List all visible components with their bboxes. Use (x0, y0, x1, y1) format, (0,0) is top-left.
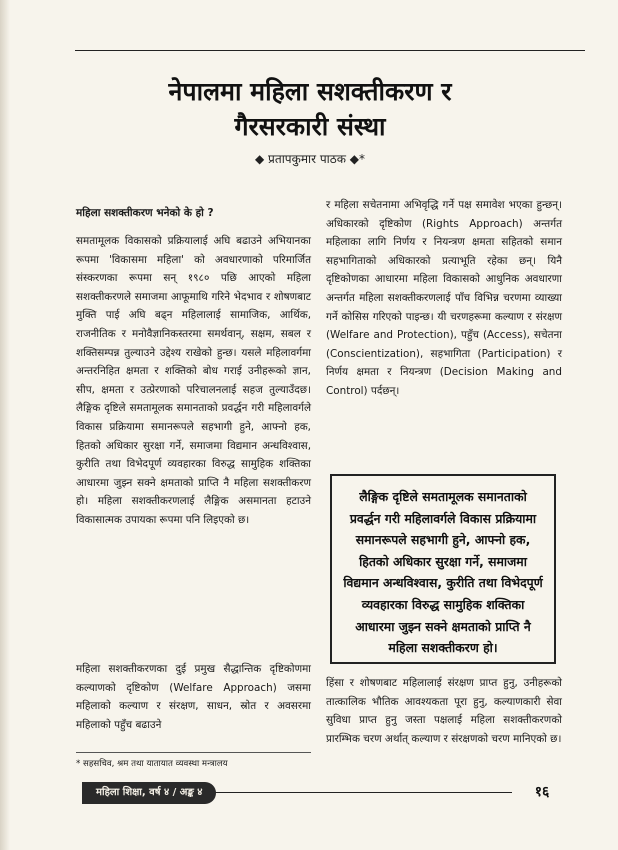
page-number: १६ (534, 784, 550, 800)
left-paragraph-2 (76, 660, 311, 734)
top-rule (75, 50, 585, 51)
journal-footer-label: महिला शिक्षा, वर्ष ४ / अङ्क ४ (82, 782, 216, 804)
right-paragraph-2-text: हिंसा र शोषणबाट महिलालाई संरक्षण प्राप्त हुनु, उनीहरूको तात्कालिक भौतिक आवश्यकता पूरा हुनु, कल्याणकारी सेवा सुविधा प्राप्त हुनु जस्ता पक्षलाई महिला सशक्तीकरणको प्रारम्भिक चरण अर्थात् कल्याण र संरक्षणको चरण मानिएको छ। (326, 677, 562, 745)
footnote-rule (76, 752, 311, 753)
article-title-line-2: गैरसरकारी संस्था (234, 112, 386, 141)
pull-quote-box: लैङ्गिक दृष्टिले समतामूलक समानताको प्रवर्द्धन गरी महिलावर्गले विकास प्रक्रियामा समानरूपले सहभागी हुने, आफ्नो हक, हितको अधिकार सुरक्षा गर्ने, समाजमा विद्यमान अन्धविश्वास, कुरीति तथा विभेदपूर्ण व्यवहारका विरुद्ध सामुहिक शक्तिका आधारमा जुझ्न सक्ने क्षमताको प्राप्ति नै महिला सशक्तीकरण हो। (330, 474, 556, 664)
left-paragraph-1 (76, 232, 311, 530)
right-paragraph-1-text: र महिला सचेतनामा अभिवृद्धि गर्ने पक्ष समावेश भएका हुन्छन्। अधिकारको दृष्टिकोण (Rights Approach) अन्तर्गत महिलाका लागि निर्णय र नियन्त्रण क्षमता सहितको समान सहभागिताको अधिकारको प्रत्याभूति रहेका छन्। यिनै दृष्टिकोणका आधारमा महिला विकासको आधुनिक अवधारणा अन्तर्गत महिला सशक्तीकरणलाई पाँच विभिन्न चरणमा व्याख्या गर्ने कोसिस गरिएको पाइन्छ। यी चरणहरूमा कल्याण र संरक्षण (Welfare and Protection), पहुँच (Access), सचेतना (Conscientization), सहभागिता (Participation) र निर्णय क्षमता र नियन्त्रण (Decision Making and Control) पर्दछन्। (326, 199, 562, 397)
article-title-line-1: नेपालमा महिला सशक्तीकरण र (168, 77, 452, 106)
scan-edge-shadow (0, 0, 10, 850)
left-paragraph-2-text: महिला सशक्तीकरणका दुई प्रमुख सैद्धान्तिक दृष्टिकोणमा कल्याणको दृष्टिकोण (Welfare Approach) जसमा महिलाको कल्याण र संरक्षण, साधन, स्रोत र अवसरमा महिलाको पहुँच बढाउने (76, 663, 311, 731)
left-paragraph-1-text: समतामूलक विकासको प्रक्रियालाई अघि बढाउने अभियानका रूपमा 'विकासमा महिला' को अवधारणाको परिमार्जित संस्करणका रूपमा सन् १९८० पछि आएको महिला सशक्तीकरणले समाजमा आफूमाथि गरिने भेदभाव र शोषणबाट मुक्ति पाई अघि बढ्न महिलालाई सामाजिक, आर्थिक, राजनीतिक र मनोवैज्ञानिकस्तरमा समर्थवान्, सक्षम, सबल र शक्तिसम्पन्न तुल्याउने उद्देश्य राखेको हुन्छ। यसले महिलावर्गमा अन्तरनिहित क्षमता र शक्तिको बोध गराई उनीहरूको ज्ञान, सीप, क्षमता र उत्प्रेरणाको परिचालनलाई सहज तुल्याउँदछ। लैङ्गिक दृष्टिले समतामूलक समानताको प्रवर्द्धन गरी महिलावर्गले विकास प्रक्रियामा समानरूपले सहभागी हुने, आफ्नो हक, हितको अधिकार सुरक्षा गर्ने, समाजमा विद्यमान अन्धविश्वास, कुरीति तथा विभेदपूर्ण व्यवहारका विरुद्ध सामुहिक शक्तिका आधारमा जुझ्न सक्ने क्षमताको प्राप्ति नै महिला सशक्तीकरण हो। महिला सशक्तीकरणलाई लैङ्गिक असमानता हटाउने विकासात्मक उपायका रूपमा पनि लिइएको छ। (76, 235, 311, 526)
author-byline: ◆ प्रतापकुमार पाठक ◆* (254, 152, 365, 166)
section-heading: महिला सशक्तीकरण भनेको के हो ? (76, 207, 214, 219)
right-paragraph-1 (326, 196, 562, 401)
footnote: * सहसचिव, श्रम तथा यातायात व्यवस्था मन्त्रालय (76, 759, 228, 769)
right-paragraph-2 (326, 674, 562, 748)
